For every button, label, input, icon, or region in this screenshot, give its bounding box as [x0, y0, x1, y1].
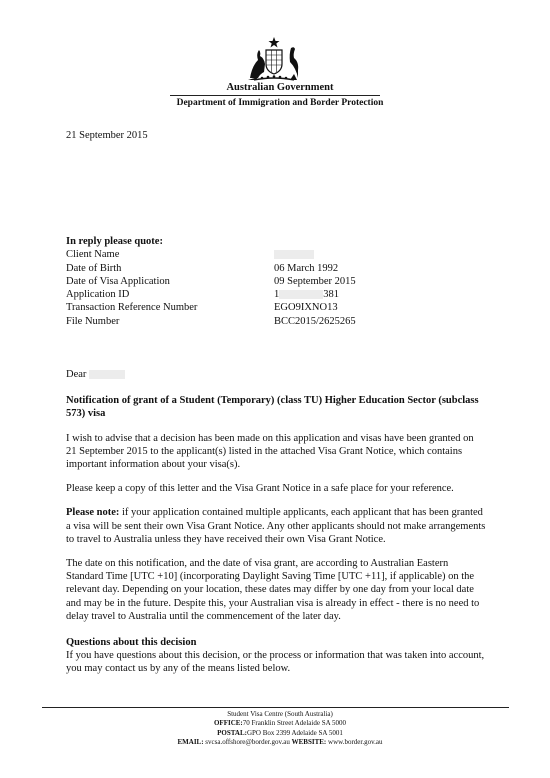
letter-date: 21 September 2015: [66, 130, 148, 141]
footer-office-value: 70 Franklin Street Adelaide SA 5000: [242, 719, 347, 728]
footer-contact: [0, 710, 550, 747]
letterhead-divider: [170, 95, 380, 96]
reply-value: 06 March 1992: [274, 262, 339, 274]
reply-label: File Number: [66, 315, 120, 327]
reply-value: BCC2015/2625265: [274, 315, 356, 327]
reply-label: Date of Birth: [66, 262, 122, 274]
footer-office: [10, 719, 550, 728]
footer-centre: Student Visa Centre (South Australia): [227, 710, 333, 718]
reply-value: [274, 288, 339, 301]
footer-postal: [10, 729, 550, 738]
reply-row-date-of-birth: [66, 262, 356, 275]
footer-email-value[interactable]: svcsa.offshore@border.gov.au: [203, 737, 292, 746]
footer-postal-label: POSTAL:: [217, 728, 247, 737]
footer-postal-value: GPO Box 2399 Adelaide SA 5001: [246, 728, 343, 737]
letter-subject: Notification of grant of a Student (Temporary) (class TU) Higher Education Sector (subclass 573) visa: [66, 395, 479, 420]
reply-label: Application ID: [66, 289, 130, 301]
reply-quote-heading: In reply please quote:: [66, 236, 163, 247]
government-name: Australian Government: [226, 82, 334, 93]
paragraph-keep-copy: Please keep a copy of this letter and the Visa Grant Notice in a safe place for your reference.: [66, 483, 454, 495]
reply-label: Transaction Reference Number: [66, 302, 198, 314]
coat-of-arms-icon: [244, 36, 304, 82]
footer-office-label: OFFICE:: [213, 719, 243, 728]
salutation-line: [66, 368, 486, 381]
questions-text: If you have questions about this decision, or the process or information that was taken into account, you may contact us by any of the means listed below.: [66, 650, 485, 675]
reply-value: 09 September 2015: [274, 275, 356, 287]
footer-contact-line: [10, 738, 550, 747]
footer-website-label: WEBSITE:: [291, 737, 327, 746]
reply-row-client-name: [66, 248, 356, 261]
reply-row-file-number: [66, 315, 356, 328]
reply-row-application-id: [66, 288, 356, 301]
please-note-text: if your application contained multiple applicants, each applicant that has been granted a visa will be sent their own Visa Grant Notice. Any other applicants should not make arrangements to travel to Australia unless they have received their own Visa Grant Notice.: [66, 507, 486, 545]
redacted-application-id: [279, 290, 323, 299]
department-name: Department of Immigration and Border Protection: [176, 98, 384, 108]
application-id-suffix: 381: [323, 289, 339, 301]
redacted-client-name: [274, 248, 314, 261]
footer-email-label: EMAIL:: [177, 737, 204, 746]
reply-value: EGO9IXNO13: [274, 302, 338, 314]
paragraph-please-note: [66, 506, 486, 546]
letter-body: [66, 368, 486, 676]
application-id-prefix: 1: [274, 289, 280, 301]
footer-website-value[interactable]: www.border.gov.au: [326, 737, 383, 746]
redacted-recipient-name: [89, 370, 125, 379]
paragraph-decision: I wish to advise that a decision has been made on this application and visas have been granted on 21 September 2015 to the applicant(s) listed in the attached Visa Grant Notice, which contains important information about your visa(s).: [66, 432, 474, 471]
please-note-label: Please note:: [66, 507, 120, 519]
paragraph-timezone: The date on this notification, and the date of visa grant, are according to Australian Eastern Standard Time [UTC +10] (incorporating Daylight Saving Time [UTC +11], if applicable) on the relevant day. Depending on your location, these dates may differ by one day from your local date and may be in the future. Despite this, your Australian visa is already in effect - there is no need to delay travel to Australia until the commencement of the later day.: [66, 558, 480, 622]
footer-divider: [42, 707, 509, 708]
reply-row-transaction-ref: [66, 301, 356, 314]
reply-row-application-date: [66, 275, 356, 288]
reply-label: Date of Visa Application: [66, 275, 170, 287]
questions-heading: Questions about this decision: [66, 637, 197, 649]
reply-label: Client Name: [66, 249, 120, 261]
salutation: Dear: [66, 369, 87, 380]
reply-quote-block: [66, 235, 356, 328]
